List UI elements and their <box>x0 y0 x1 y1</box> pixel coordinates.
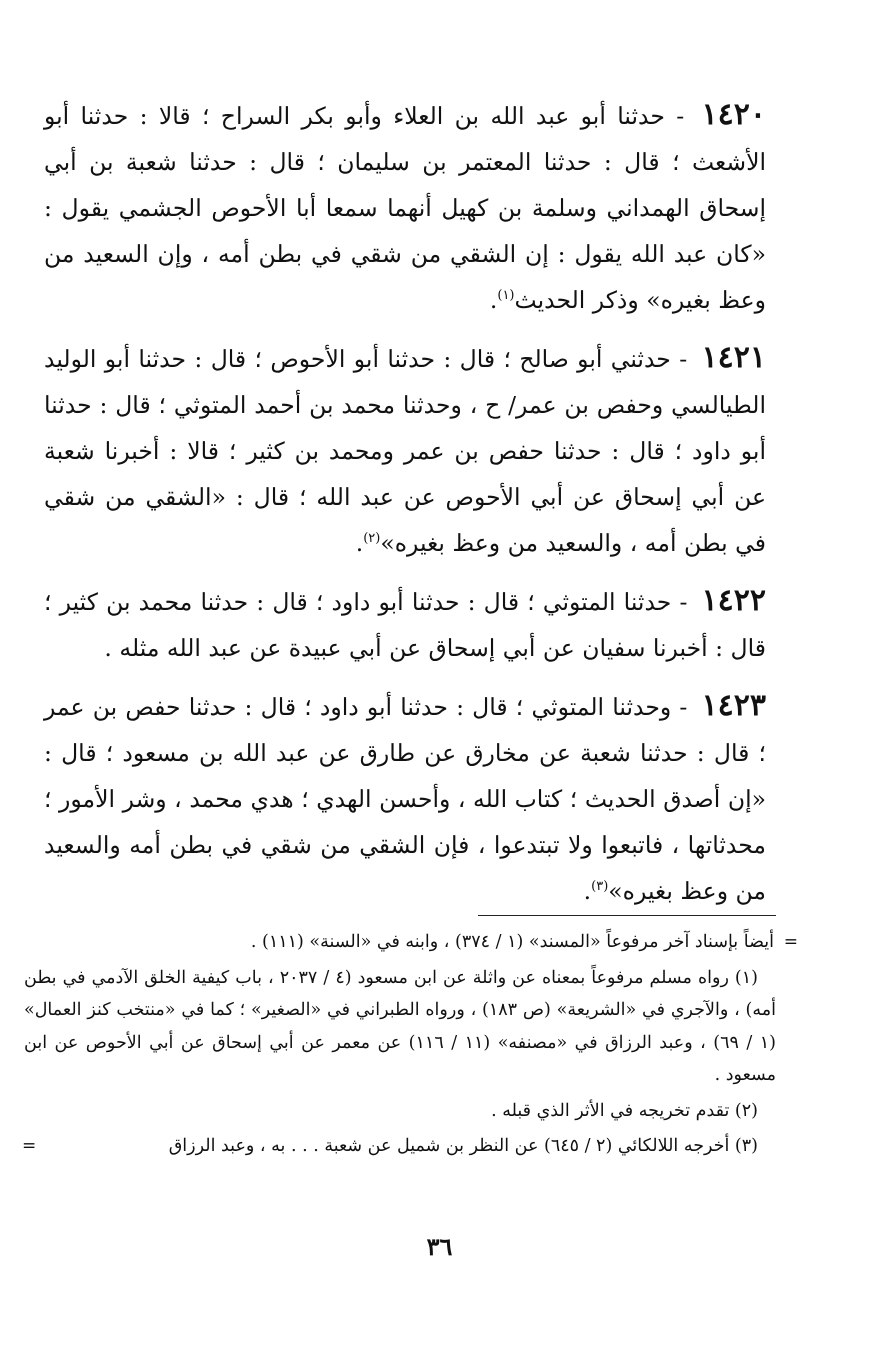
footnote-reference: (١) <box>497 288 515 304</box>
hadith-number: ١٤٢١ <box>701 340 766 375</box>
footnote-3 <box>24 1130 798 1163</box>
continuation-text: أيضاً بإسناد آخر مرفوعاً «المسند» (١ / ٣٧٤) ، وابنه في «السنة» (١١١) . <box>250 932 774 952</box>
hadith-1420 <box>44 92 766 323</box>
page-number: ٣٦ <box>426 1232 453 1261</box>
continuation-mark: = <box>783 932 798 952</box>
hadith-end: . <box>355 529 364 557</box>
footnote-1: (١) رواه مسلم مرفوعاً بمعناه عن واثلة عن ابن مسعود (٤ / ٢٠٣٧ ، باب كيفية الخلق الآدمي في بطن أمه) ، والآجري في «الشريعة» (ص ١٨٣) ، ورواه الطبراني في «الصغير» ؛ كما في «منتخب كنز العمال» (١ / ٦٩) ، وعبد الرزاق في «مصنفه» (١١ / ١١٦) عن معمر عن أبي إسحاق عن أبي الأحوص عن ابن مسعود . <box>24 967 776 1085</box>
hadith-text: - وحدثنا المتوثي ؛ قال : حدثنا أبو داود ؛ قال : حدثنا حفص بن عمر ؛ قال : حدثنا شعبة عن مخارق عن طارق عن عبد الله بن مسعود ؛ قال : «إن أصدق الحديث ؛ كتاب الله ، وأحسن الهدي ؛ هدي محمد ، وشر الأمور ؛ محدثاتها ، فاتبعوا ولا تبتدعوا ، فإن الشقي من شقي في بطن أمه والسعيد من وعظ بغيره» <box>44 693 766 905</box>
hadith-text: - حدثنا المتوثي ؛ قال : حدثنا أبو داود ؛ قال : حدثنا محمد بن كثير ؛ قال : أخبرنا سفيان عن أبي إسحاق عن أبي عبيدة عن عبد الله مثله . <box>44 588 766 662</box>
footnotes-section <box>24 926 798 1166</box>
hadith-text: - حدثني أبو صالح ؛ قال : حدثنا أبو الأحوص ؛ قال : حدثنا أبو الوليد الطيالسي وحفص بن عمر/ ح ، وحدثنا محمد بن أحمد المتوثي ؛ قال : حدثنا أبو داود ؛ قال : حدثنا حفص بن عمر ومحمد بن كثير ؛ قالا : أخبرنا شعبة عن أبي إسحاق عن أبي الأحوص عن عبد الله ؛ قال : «الشقي من شقي في بطن أمه ، والسعيد من وعظ بغيره» <box>44 345 766 557</box>
hadith-1421 <box>44 335 766 566</box>
hadith-end: . <box>489 286 498 314</box>
hadith-text: - حدثنا أبو عبد الله بن العلاء وأبو بكر السراح ؛ قالا : حدثنا أبو الأشعث ؛ قال : حدثنا المعتمر بن سليمان ؛ قال : حدثنا شعبة بن أبي إسحاق الهمداني وسلمة بن كهيل أنهما سمعا أبا الأحوص الجشمي يقول : «كان عبد الله يقول : إن الشقي من شقي في بطن أمه ، وإن السعيد من وعظ بغيره» وذكر الحديث <box>44 102 766 314</box>
hadith-end: . <box>583 877 592 905</box>
hadith-number: ١٤٢٠ <box>701 97 766 132</box>
continued-mark: = <box>22 1136 37 1156</box>
hadith-1423 <box>44 683 766 914</box>
footnote-3-text: (٣) أخرجه اللالكائي (٢ / ٦٤٥) عن النظر بن شميل عن شعبة . . . به ، وعبد الرزاق <box>168 1136 758 1156</box>
footnote-reference: (٢) <box>363 531 381 547</box>
main-text-body <box>44 92 766 926</box>
footnote-continuation <box>24 926 798 959</box>
hadith-number: ١٤٢٣ <box>701 688 766 723</box>
hadith-1422 <box>44 578 766 671</box>
footnote-2: (٢) تقدم تخريجه في الأثر الذي قبله . <box>491 1100 758 1121</box>
footnote-separator <box>478 915 776 916</box>
footnote-reference: (٣) <box>591 879 609 895</box>
hadith-number: ١٤٢٢ <box>701 583 766 618</box>
